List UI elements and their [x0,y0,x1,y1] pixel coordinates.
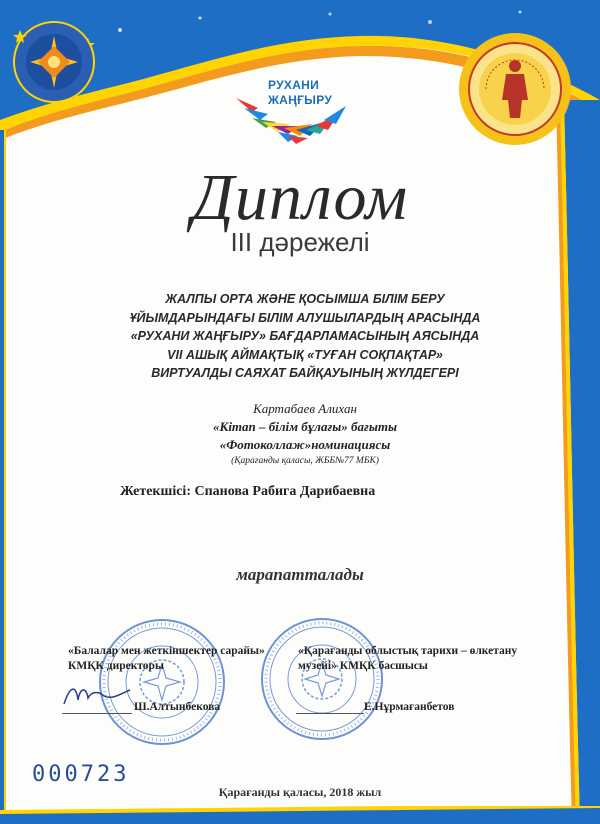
rukhani-logo-line2: ЖАҢҒЫРУ [268,93,333,107]
left-signature-line [62,713,132,714]
diploma-degree: III дәрежелі [230,227,370,257]
heading-line: ЖАЛПЫ ОРТА ЖӘНЕ ҚОСЫМША БІЛІМ БЕРУ [165,292,445,306]
city-and-year: Қарағанды қаласы, 2018 жыл [218,785,382,799]
right-signatory-name: Е.Нұрмағанбетов [364,701,455,713]
museum-emblem-logo [456,30,574,148]
supervisor-line: Жетекшісі: Спанова Рабига Дарибаевна [120,484,376,499]
winner-direction: «Кітап – білім бұлағы» бағыты [213,419,397,434]
right-org-line1: «Қарағанды облыстық тарихи – өлкетану [298,645,518,657]
heading-line: VII АШЫҚ АЙМАҚТЫҚ «ТУҒАН СОҚПАҚТАР» [167,347,443,362]
heading-line: ҰЙЫМДАРЫНДАҒЫ БІЛІМ АЛУШЫЛАРДЫҢ АРАСЫНДА [129,310,481,325]
winner-nomination: «Фотоколлаж»номинациясы [219,437,391,452]
bottom-decorative-border [0,806,600,824]
diploma-title: Диплом [191,161,409,234]
handwritten-signature [60,680,140,710]
serial-number: 000723 [32,762,130,787]
left-org-line2: КМҚК директоры [68,660,164,672]
competition-heading [90,290,520,383]
right-org-line2: музейі» КМҚК басшысы [298,660,428,672]
left-signatory-name: Ш.Алтынбекова [134,701,221,713]
awarded-text: марапатталады [236,565,364,584]
heading-line: ВИРТУАЛДЫ САЯХАТ БАЙҚАУЫНЫҢ ЖҮЛДЕГЕРІ [151,366,459,380]
palace-emblem-logo [2,10,102,110]
winner-block [170,400,440,468]
left-signatory-org [68,644,268,674]
rukhani-logo-line1: РУХАНИ [268,78,320,92]
right-signature-line [296,713,364,714]
right-signatory-org [298,644,538,674]
heading-line: «РУХАНИ ЖАҢҒЫРУ» БАҒДАРЛАМАСЫНЫҢ АЯСЫНДА [130,329,480,343]
left-org-line1: «Балалар мен жеткіншектер сарайы» [68,645,265,657]
rukhani-zhangyru-logo-text [268,78,388,108]
winner-name: Картабаев Алихан [253,401,357,416]
winner-school: (Қарағанды қаласы, ЖББ№77 МБК) [231,456,379,466]
right-official-stamp [255,612,390,747]
